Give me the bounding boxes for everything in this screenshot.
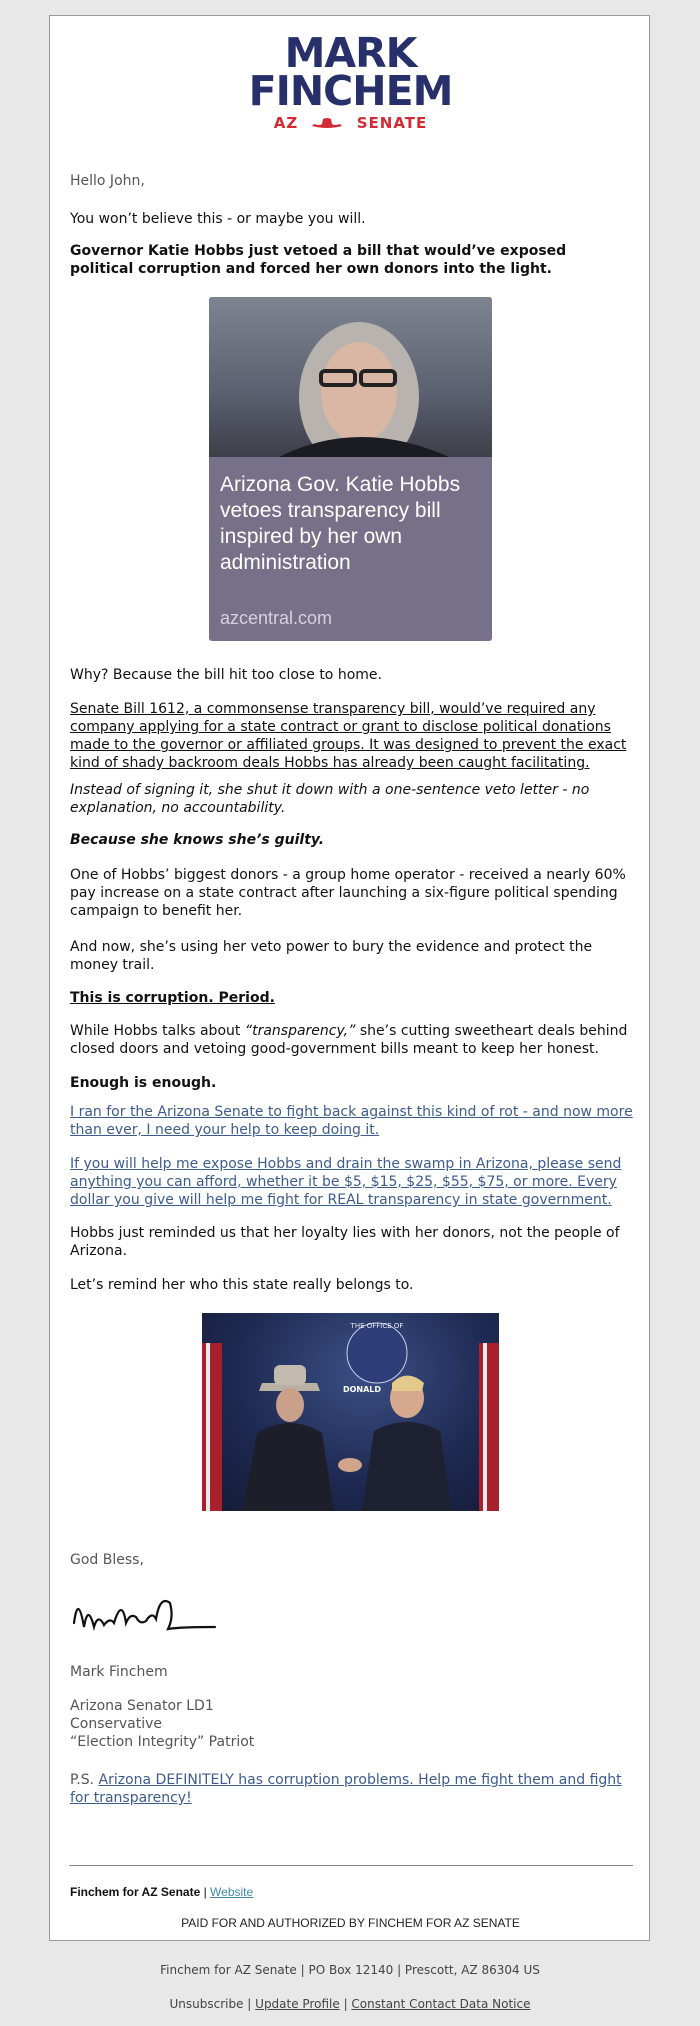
subscription-links bbox=[0, 1997, 700, 2011]
transparency-post: she’s cutting sweetheart deals behind closed doors and vetoing good-government bills meant to keep her honest. bbox=[70, 1023, 628, 1057]
email-card bbox=[49, 15, 650, 1941]
article-source: azcentral.com bbox=[220, 608, 333, 628]
cowboy-hat-icon bbox=[310, 113, 344, 135]
donate-link-1[interactable]: I ran for the Arizona Senate to fight back against this kind of rot - and now more than ever, I need your help to keep doing it. bbox=[70, 1104, 633, 1138]
signer-title-2: Conservative bbox=[70, 1716, 163, 1732]
footer-website-link[interactable]: Website bbox=[210, 1885, 254, 1899]
closing: God Bless, bbox=[70, 1552, 144, 1568]
lead-statement: Governor Katie Hobbs just vetoed a bill that would’ve exposed political corruption and forced her own donors into the light. bbox=[70, 243, 567, 277]
update-profile-link[interactable]: Update Profile bbox=[255, 1997, 340, 2011]
paragraph-corruption: This is corruption. Period. bbox=[70, 990, 275, 1006]
sign-text-office: THE OFFICE OF bbox=[350, 1322, 404, 1330]
outer-separator-1: | bbox=[243, 1997, 256, 2011]
ps-prefix: P.S. bbox=[70, 1772, 99, 1788]
paragraph-donor: One of Hobbs’ biggest donors - a group home operator - received a nearly 60% pay increase on a state contract after launching a six-figure political spending campaign to benefit her. bbox=[70, 867, 626, 919]
handshake-photo bbox=[202, 1313, 499, 1511]
footer-org-line bbox=[70, 1885, 253, 1899]
ps-donate-link[interactable]: Arizona DEFINITELY has corruption problems. Help me fight them and fight for transparency! bbox=[70, 1772, 622, 1806]
paragraph-sb1612: Senate Bill 1612, a commonsense transparency bill, would’ve required any company applying for a state contract or grant to disclose political donations made to the governor or affiliated groups. It was designed to prevent the exact kind of shady backroom deals Hobbs has already been caught facilitating. bbox=[70, 701, 627, 771]
signature-image bbox=[70, 1583, 220, 1647]
paragraph-why: Why? Because the bill hit too close to home. bbox=[70, 667, 382, 683]
intro-text: You won’t believe this - or maybe you will. bbox=[70, 211, 366, 227]
sign-text-donald: DONALD bbox=[342, 1385, 382, 1394]
signer-name: Mark Finchem bbox=[70, 1664, 168, 1680]
paragraph-veto: Instead of signing it, she shut it down with a one-sentence veto letter - no explanation, no accountability. bbox=[70, 782, 590, 816]
logo-line-az-senate bbox=[50, 112, 651, 135]
logo-senate: SENATE bbox=[356, 114, 428, 132]
footer-separator: | bbox=[200, 1885, 211, 1899]
campaign-logo bbox=[50, 29, 651, 135]
signer-title-3: “Election Integrity” Patriot bbox=[70, 1734, 255, 1750]
paragraph-transparency bbox=[70, 1022, 633, 1058]
transparency-quote: “transparency,” bbox=[244, 1023, 356, 1039]
transparency-pre: While Hobbs talks about bbox=[70, 1023, 245, 1039]
logo-az: AZ bbox=[273, 114, 299, 132]
footer-divider bbox=[69, 1865, 633, 1866]
greeting: Hello John, bbox=[70, 173, 145, 189]
unsubscribe-link[interactable]: Unsubscribe bbox=[169, 1997, 244, 2011]
article-headline: Arizona Gov. Katie Hobbs vetoes transparency bill inspired by her own administration bbox=[220, 473, 461, 574]
paragraph-remind: Let’s remind her who this state really belongs to. bbox=[70, 1277, 414, 1293]
paid-for-disclaimer: PAID FOR AND AUTHORIZED BY FINCHEM FOR AZ SENATE bbox=[181, 1916, 520, 1930]
paragraph-enough: Enough is enough. bbox=[70, 1075, 217, 1091]
footer-org: Finchem for AZ Senate bbox=[70, 1885, 201, 1899]
paragraph-loyalty: Hobbs just reminded us that her loyalty lies with her donors, not the people of Arizona. bbox=[70, 1225, 620, 1259]
sender-address: Finchem for AZ Senate | PO Box 12140 | Prescott, AZ 86304 US bbox=[160, 1963, 540, 1977]
paragraph-veto-power: And now, she’s using her veto power to bury the evidence and protect the money trail. bbox=[70, 939, 593, 973]
signer-title-1: Arizona Senator LD1 bbox=[70, 1698, 214, 1714]
logo-line-finchem: FINCHEM bbox=[248, 67, 453, 115]
paragraph-guilty: Because she knows she’s guilty. bbox=[70, 832, 325, 848]
news-article-card[interactable] bbox=[209, 297, 492, 641]
postscript bbox=[70, 1771, 633, 1807]
outer-separator-2: | bbox=[339, 1997, 352, 2011]
donate-link-2[interactable]: If you will help me expose Hobbs and drain the swamp in Arizona, please send anything you can afford, whether it be $5, $15, $25, $55, $75, or more. Every dollar you give will help me fight for REAL transparency in state government. bbox=[70, 1156, 622, 1208]
data-notice-link[interactable]: Constant Contact Data Notice bbox=[351, 1997, 531, 2011]
logo-line-mark: MARK bbox=[284, 29, 417, 77]
article-photo bbox=[209, 297, 492, 457]
